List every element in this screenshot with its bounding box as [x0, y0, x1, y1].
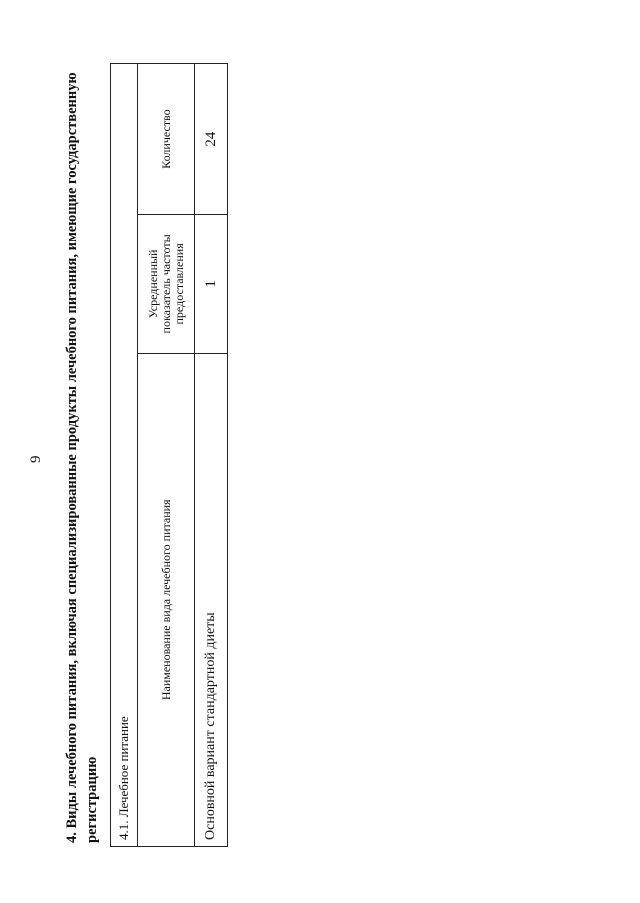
header-frequency-label: Усредненный показатель частоты предоставления — [145, 234, 186, 334]
page-number: 9 — [28, 455, 44, 463]
header-quantity: Количество — [138, 64, 195, 215]
diet-table — [110, 63, 228, 847]
table-section-row — [111, 64, 138, 847]
section-heading: 4. Виды лечебного питания, включая специализированные продукты лечебного питания, имеющие государственную регистрацию — [64, 72, 100, 843]
header-name: Наименование вида лечебного питания — [138, 353, 195, 846]
header-frequency — [138, 215, 195, 353]
table-row — [195, 64, 228, 847]
row-name: Основной вариант стандартной диеты — [195, 353, 228, 846]
row-quantity: 24 — [195, 64, 228, 215]
row-frequency: 1 — [195, 215, 228, 353]
table-header-row — [138, 64, 195, 847]
table-section-label: 4.1. Лечебное питание — [111, 64, 138, 847]
